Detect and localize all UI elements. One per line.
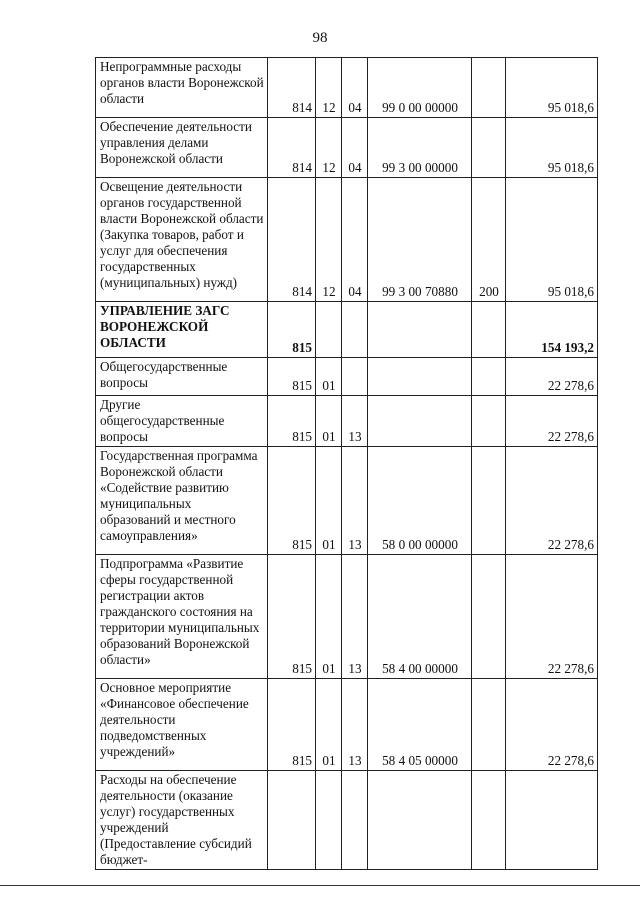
row-sum-cell xyxy=(506,771,598,870)
row-rz-cell: 01 xyxy=(316,358,342,396)
row-sum-cell: 22 278,6 xyxy=(506,396,598,447)
row-pr-cell: 13 xyxy=(342,555,368,679)
row-vr-cell xyxy=(472,679,506,771)
row-name-cell: Освещение деятельности органов государственной власти Воронежской области (Закупка товаров, работ и услуг для обеспечения государственных (муниципальных) нужд) xyxy=(96,178,268,302)
row-rz-cell: 12 xyxy=(316,178,342,302)
row-gr-cell: 815 xyxy=(268,358,316,396)
row-rz-cell: 12 xyxy=(316,118,342,178)
row-csr-cell: 99 3 00 00000 xyxy=(368,118,472,178)
table-row xyxy=(96,358,598,396)
row-pr-cell: 04 xyxy=(342,58,368,118)
row-rz-cell: 01 xyxy=(316,555,342,679)
row-name-cell: Другие общегосударственные вопросы xyxy=(96,396,268,447)
row-vr-cell xyxy=(472,118,506,178)
row-vr-cell xyxy=(472,771,506,870)
table-row xyxy=(96,118,598,178)
row-pr-cell xyxy=(342,302,368,358)
row-csr-cell xyxy=(368,396,472,447)
row-pr-cell: 04 xyxy=(342,178,368,302)
row-name-cell: Расходы на обеспечение деятельности (оказание услуг) государственных учреждений (Предоставление субсидий бюджет- xyxy=(96,771,268,870)
row-gr-cell: 814 xyxy=(268,118,316,178)
row-gr-cell: 814 xyxy=(268,178,316,302)
row-pr-cell xyxy=(342,771,368,870)
row-vr-cell xyxy=(472,302,506,358)
row-pr-cell: 13 xyxy=(342,396,368,447)
scan-edge-line xyxy=(0,885,640,886)
row-sum-cell: 22 278,6 xyxy=(506,555,598,679)
row-csr-cell: 58 0 00 00000 xyxy=(368,447,472,555)
row-gr-cell: 815 xyxy=(268,302,316,358)
row-vr-cell xyxy=(472,358,506,396)
row-pr-cell: 04 xyxy=(342,118,368,178)
row-csr-cell: 99 3 00 70880 xyxy=(368,178,472,302)
row-name-cell: УПРАВЛЕНИЕ ЗАГС ВОРОНЕЖСКОЙ ОБЛАСТИ xyxy=(96,302,268,358)
row-vr-cell: 200 xyxy=(472,178,506,302)
row-csr-cell xyxy=(368,358,472,396)
table-row xyxy=(96,447,598,555)
row-rz-cell: 01 xyxy=(316,396,342,447)
row-pr-cell xyxy=(342,358,368,396)
row-vr-cell xyxy=(472,555,506,679)
row-csr-cell: 58 4 05 00000 xyxy=(368,679,472,771)
row-name-cell: Обеспечение деятельности управления делами Воронежской области xyxy=(96,118,268,178)
row-rz-cell: 12 xyxy=(316,58,342,118)
row-rz-cell xyxy=(316,771,342,870)
table-row xyxy=(96,302,598,358)
table-body xyxy=(96,58,598,870)
row-vr-cell xyxy=(472,447,506,555)
row-name-cell: Непрограммные расходы органов власти Воронежской области xyxy=(96,58,268,118)
row-gr-cell: 815 xyxy=(268,679,316,771)
row-rz-cell: 01 xyxy=(316,447,342,555)
budget-table xyxy=(95,57,598,870)
row-sum-cell: 22 278,6 xyxy=(506,679,598,771)
row-gr-cell xyxy=(268,771,316,870)
row-sum-cell: 95 018,6 xyxy=(506,178,598,302)
table-row xyxy=(96,679,598,771)
row-name-cell: Общегосударственные вопросы xyxy=(96,358,268,396)
table-row xyxy=(96,771,598,870)
row-csr-cell xyxy=(368,302,472,358)
row-name-cell: Основное мероприятие «Финансовое обеспечение деятельности подведомственных учреждений» xyxy=(96,679,268,771)
row-vr-cell xyxy=(472,58,506,118)
table-row xyxy=(96,58,598,118)
page-number: 98 xyxy=(312,30,328,46)
table-row xyxy=(96,555,598,679)
row-sum-cell: 22 278,6 xyxy=(506,358,598,396)
row-gr-cell: 815 xyxy=(268,396,316,447)
row-name-cell: Подпрограмма «Развитие сферы государственной регистрации актов гражданского состояния на территории муниципальных образований Воронежской области» xyxy=(96,555,268,679)
row-name-cell: Государственная программа Воронежской области «Содействие развитию муниципальных образований и местного самоуправления» xyxy=(96,447,268,555)
row-pr-cell: 13 xyxy=(342,447,368,555)
row-gr-cell: 815 xyxy=(268,555,316,679)
row-csr-cell xyxy=(368,771,472,870)
row-gr-cell: 815 xyxy=(268,447,316,555)
row-sum-cell: 154 193,2 xyxy=(506,302,598,358)
row-pr-cell: 13 xyxy=(342,679,368,771)
row-rz-cell: 01 xyxy=(316,679,342,771)
row-gr-cell: 814 xyxy=(268,58,316,118)
table-row xyxy=(96,396,598,447)
row-rz-cell xyxy=(316,302,342,358)
row-sum-cell: 95 018,6 xyxy=(506,58,598,118)
row-vr-cell xyxy=(472,396,506,447)
row-sum-cell: 95 018,6 xyxy=(506,118,598,178)
table-row xyxy=(96,178,598,302)
row-csr-cell: 99 0 00 00000 xyxy=(368,58,472,118)
row-sum-cell: 22 278,6 xyxy=(506,447,598,555)
row-csr-cell: 58 4 00 00000 xyxy=(368,555,472,679)
